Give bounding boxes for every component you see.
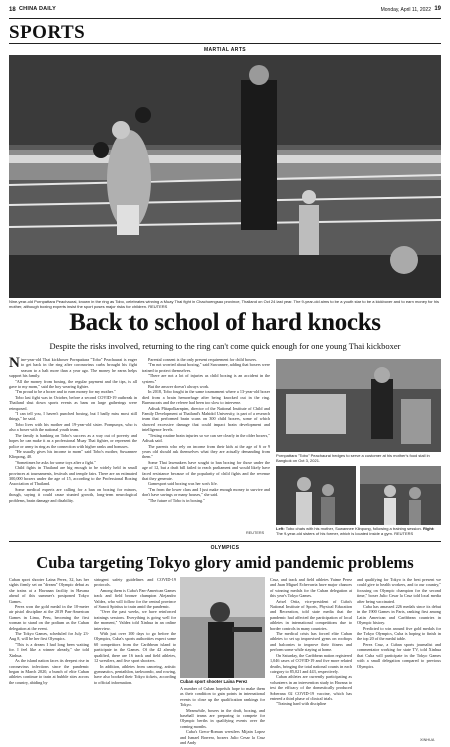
story2-paragraph: As the island nation faces its deepest rise in coronavirus infections since the pandemic began in March 2020, a bunch of elite Cuban athletes continue to train at bubble sites across the country, abiding by [9, 658, 89, 685]
story2-headline: Cuba targeting Tokyo glory amid pandemic problems [36, 553, 414, 572]
photo-food-stall-caption: Pornpattara "Tobo" Peachaurai hedges to serve a customer at his mother's food stall in Bangkok on Oct 3, 2021. [276, 453, 430, 463]
story2-kicker: OLYMPICS [210, 545, 240, 551]
story1-kicker: MARTIAL ARTS [203, 47, 247, 53]
photo-shooter [180, 577, 265, 678]
story1-deck: Despite the risks involved, returning to the ring can't come quick enough for one young Thai kickboxer [49, 341, 401, 351]
story1-paragraph: "I can tell you, I haven't punched boxing, but I badly miss most still things," he said. [9, 411, 137, 422]
header-rule [9, 18, 441, 19]
caption-right-label: Right: [422, 526, 435, 531]
story2-paragraph: "Training hard with discipline [276, 701, 327, 707]
story2-paragraph: "Over the past weeks, we have reinforced trainings sessions. Everything is going well for the moment," Valdez told Xinhua in an online interview. [94, 609, 176, 631]
story2-paragraph: and qualifying for Tokyo is the best present we could give to health workers, and to our country," focusing on Olympic champion for the second time," boxer Julio Cesar la Cruz told local media after being vaccinated. [357, 577, 441, 604]
story1-paragraph: "The future of Tobo is in boxing." [148, 497, 205, 503]
story2-credit: XINHUA [420, 738, 435, 742]
story2-paragraph: stringent safety guidelines and COVID-19 protocols. [94, 577, 176, 588]
story1-paragraph: "All the money from boxing, the regular payment and the tips, is all gave to my mom," said the boy wearing fighter. [9, 378, 137, 390]
photo-mother-son-illustration [276, 466, 356, 525]
story1-paragraph: "I'm not worried about boxing," said Suwannee, adding that boxers were trained to protect themselves. [142, 362, 270, 373]
story2-column-1 [9, 577, 89, 741]
story2-paragraph: Cuba has amassed 226 medals since its debut in the 1900 Games in Paris, ranking first among Latin American and Caribbean countries in Olympic history. [357, 604, 441, 626]
story1-paragraph: ine-year-old Thai kickboxer Pornpattara "Tobo" Peachaurai is eager to get back in the ring after coronavirus curbs brought his fight season to a halt more than a year ago. The money he earns helps support his family. [9, 357, 137, 379]
section-title: SPORTS [9, 22, 86, 43]
photo-mother-son [276, 466, 356, 525]
story1-credit: REUTERS [246, 531, 265, 535]
story2-paragraph: On Saturday, the Caribbean nation registered 1,046 cases of COVID-19 and five more related deaths, bringing the total national counts in each category to 85,021 and 443, respectively. [270, 652, 352, 674]
story1-paragraph: The parents who rely on income from their kids at the age of 6 or 9 years old should ask themselves what they are actually demanding from them." [142, 443, 270, 460]
story2-paragraph: Predicted to win around five gold medals for the Tokyo Olympics, Cuba is hoping to finish in the top 20 of the medal table. [357, 625, 441, 642]
story1-paragraph: "There are not a lot of injuries as child boxing is an accident in the system." [142, 373, 270, 384]
story1-paragraph: Tobo last fight was in October, before a second COVID-19 outbreak in Thailand shut down sports events as bans on large gatherings were reimposed. [9, 394, 137, 411]
main-photo-illustration [9, 55, 441, 298]
story2-paragraph: Among them is Cuba's Pan-American Games track and field bronze champion Alejandro Valdez, who will follow for the central province of Sancti Spiritus to train amid the pandemic. [94, 587, 176, 610]
main-photo-caption-text: Nine-year-old Pornpattara Peachaurai, known in the ring as Tobo, celebrates winning a Muay Thai fight in Chachoengsao province, Thailand on Oct 24 last year. The 9-year-old aims to be a youth star to be a kickboxer and to earn money for his mother, although boxing experts insist the sport poses major risks for children. [9, 299, 439, 309]
main-photo-credit: REUTERS [148, 304, 168, 309]
main-photo-boxing-ring [9, 55, 441, 298]
story2-paragraph: Cruz, and track and field athletes Yaime Perez and Juan Miguel Echevarria have major chances of winning medals for the Cuban delegation at this year's Tokyo Games. [270, 577, 352, 599]
photo-gym-boxers [360, 466, 441, 525]
story1-paragraph: Adisak Plitapolkarnpim, director of the National Institute of Child and Family Development at Thailand's Mahidol University, is part of a research team that performed brain scans on 300 child boxers, some of which showed excessive damage that could impact brain development and intelligence levels. [142, 405, 270, 433]
story2-column-4 [270, 577, 352, 741]
photo-shooter-caption: Cuban sport shooter Laina Perez [180, 679, 248, 684]
story1-paragraph: Child fights in Thailand are big enough to be widely held in small provinces at tournaments, festivals and temple fairs. There are an estimated 300,000 boxers under the age of 15, according to the Professional Boxing Association of Thailand. [9, 465, 137, 487]
story2-paragraph: Perez Cruz, a Cuban sports journalist and commentator working for state TV, told Xinhua that Cuba will participate in the Tokyo Games with a small delegation compared to previous Olympics. [357, 641, 441, 669]
section-rule [9, 43, 441, 44]
story1-paragraph: Parental consent is the only present requirement for child boxers. [148, 357, 258, 362]
story2-paragraph: Perez won the gold medal in the 10-meter air pistol discipline at the 2019 Pan-American Games in Lima, Peru, becoming the first woman to stand on the podium as the Cuban delegation at the event. [9, 604, 89, 631]
story2-paragraph: A number of Cuban hopefuls hope to make them as their condition to gain points in international events to close up the qualification rankings for Tokyo. [180, 686, 265, 708]
story1-column-1 [9, 357, 137, 535]
story1-paragraph: "I'm proud to be a boxer and to earn money for my mother." [15, 389, 116, 395]
story1-paragraph: Gamesport said boxing was her son's life. [148, 481, 218, 487]
page-header [9, 6, 441, 18]
newspaper-logo: CHINA DAILY [19, 6, 56, 12]
photo-shooter-illustration [180, 577, 265, 678]
photos-credit: REUTERS [394, 531, 414, 536]
story2-paragraph: Meanwhile, boxers in the draft, boxing, and baseball teams are preparing to compete for Olympic berths in qualifying events over the coming months. [180, 707, 265, 729]
story1-paragraph: In 2018, Tobo fought in the same tournament where a 13-year-old boxer died from a brain hemorrhage after being knocked out in the ring. Bureaucrats and the referee had been too slow to intervene. [142, 389, 270, 406]
photo-food-stall-illustration [276, 359, 441, 452]
story2-column-5 [357, 577, 441, 737]
story1-paragraph: Some Thai lawmakers have sought to ban boxing for those under the age of 12, but a draft bill failed to reach parliament and would likely have faced resistance because of the popularity of child fights and the revenue that they generate. [142, 459, 270, 481]
story2-paragraph: The Tokyo Games, scheduled for July 23-Aug 8, will be her first Olympics. [9, 631, 89, 642]
story1-paragraph: Tobo lives with his mother and 19-year-old sister. Pornpunya, who is also a boxer with the national youth team. [9, 421, 137, 433]
page-number-left: 18 [9, 7, 16, 13]
story1-paragraph: Some medical experts are calling for a ban on boxing for minors, though, saying it could cause stunted growth, long-term neurological problems, brain damage and disability. [9, 486, 137, 503]
story1-paragraph: "Sometimes he asks for some toys after a fight." [15, 459, 96, 465]
story1-paragraph: "Testing routine brain injuries so we can see clearly in the older boxers," Adisak said. [142, 432, 270, 444]
photos-lower-caption [276, 526, 441, 536]
story2-column-3 [180, 686, 265, 746]
dropcap: N [9, 355, 20, 371]
story2-paragraph: Cuba's Greco-Roman wrestlers Mijain Lopez and Ismael Borrero, boxers Julio Cesar la Cruz and Andy [180, 729, 265, 746]
story2-column-2 [94, 577, 176, 741]
main-photo-caption [9, 299, 441, 309]
story2-paragraph: Cuban sport shooter Laina Perez, 32, has her sights firmly set on "dream" Olympic debut as she trains at a Havanan facility in Havana ahead of this summer's postponed Tokyo Games. [9, 577, 89, 604]
photo-food-stall [276, 359, 441, 452]
story2-paragraph: Arisel Ortiz, vice-president of Cuba's National Institute of Sports, Physical Education and Recreation, told state media that the pandemic had affected the participation of local athletes in international competitions due to border controls in many countries. [270, 598, 352, 631]
story1-paragraph: The family is banking on Tobo's success as a way out of poverty and hopes he can make it as a professional Muay Thai fighter, or represent the police or army in ring as the connection with higher ranks and bonuses. [9, 432, 137, 449]
story1-column-2 [142, 357, 270, 535]
story2-paragraph: Cuban athletes are currently participating as volunteers in an intervention study in Havana to test the efficacy of the domestically produced Soberana 02 COVID-19 vaccine, which has entered a third phase of clinical trials. [270, 674, 352, 701]
story2-paragraph: With just over 100 days to go before the Olympics, Cuba's sports authorities expect some 60 competitors from the Caribbean island to participate in the Games. Of the 42 already qualified, there are 16 track and field athletes, 12 wrestlers, and five sport shooters. [94, 631, 176, 664]
story2-paragraph: The medical crisis has forced elite Cuban athletes to set up improvised gyms on rooftops and balconies to improve their fitness and perform some while staying at home. [270, 631, 352, 653]
story1-headline: Back to school of hard knocks [69, 309, 381, 336]
story2-paragraph: In addition, athletes from canoeing, artistic gymnastics, pentathlon, taekwondo, and rowing, have also booked their Tokyo tickets, according to official information. [94, 663, 176, 685]
story1-paragraph: "I'm from the lower class and I just make enough money to survive and don't have savings or many houses," she said. [142, 486, 270, 498]
caption-left-text: Tobo chats with his mother, Suwannee Klinpong, following a training session. [285, 526, 422, 531]
page-number-right: 19 [434, 6, 441, 12]
caption-right-text: The 9-year-old sisters of his former, which is located inside a gym. [276, 531, 393, 536]
story1-paragraph: But the answer doesn't always work. [148, 384, 210, 390]
caption-left-label: Left: [276, 526, 285, 531]
story2-paragraph: "This is a dream I had long been waiting for. I feel like a winner already," she told Xinhua. [9, 641, 89, 658]
story1-paragraph: "He usually gives his income to mom" said Tobo's mother, Suwannee Klinpong, 40. [9, 448, 137, 460]
photo-gym-boxers-illustration [360, 466, 441, 525]
story-divider [9, 541, 441, 542]
issue-date: Monday, April 11, 2022 [380, 7, 431, 13]
